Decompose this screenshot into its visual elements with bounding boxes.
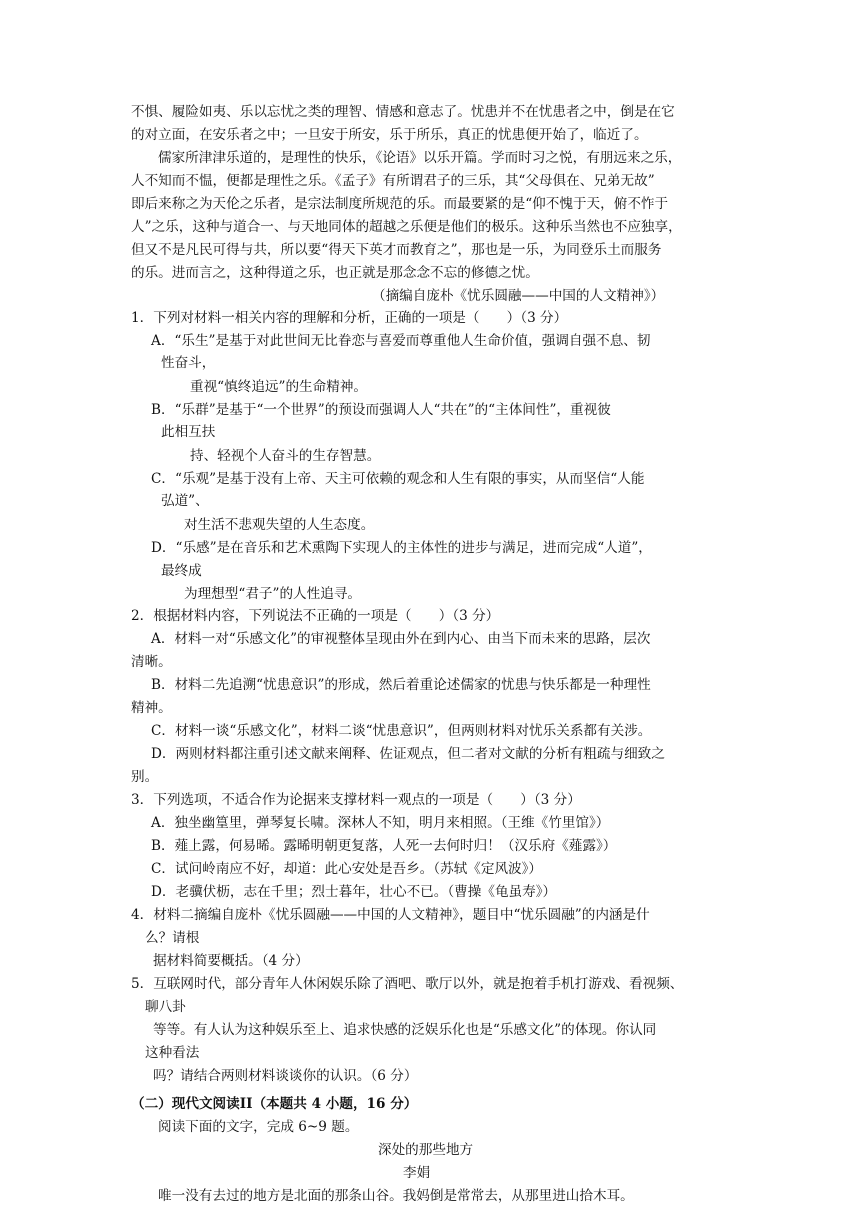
passage-line: 人不知而不愠，便都是理性之乐。《孟子》有所谓君子的三乐，其“父母俱在、兄弟无故”	[131, 173, 655, 189]
question-3-stem: 3．下列选项，不适合作为论据来支撑材料一观点的一项是（ ）（3 分）	[131, 792, 581, 808]
question-2-option-d: D．两则材料都注重引述文献来阐释、佐证观点，但二者对文献的分析有粗疏与细致之	[151, 746, 665, 762]
question-1-option-b: B．“乐群”是基于“一个世界”的预设而强调人人“共在”的“主体间性”，重视彼	[151, 402, 611, 418]
question-1-option-d-cont: 最终成	[161, 563, 202, 579]
question-2-option-c: C．材料一谈“乐感文化”，材料二谈“忧患意识”，但两则材料对忧乐关系都有关涉。	[151, 723, 652, 739]
question-1-option-d-cont: 为理想型“君子”的人性追寻。	[184, 586, 362, 602]
question-4-line: 么？请根	[145, 930, 200, 946]
question-1-option-a-cont: 性奋斗，	[161, 355, 216, 371]
passage-line: 的乐。进而言之，这种得道之乐，也正就是那念念不忘的修德之忧。	[131, 265, 539, 281]
passage-line: 儒家所津津乐道的，是理性的快乐，《论语》以乐开篇。学而时习之悦，有朋远来之乐，	[158, 150, 682, 166]
question-5-line: 这种看法	[145, 1045, 200, 1061]
question-1-option-a: A．“乐生”是基于对此世间无比眷恋与喜爱而尊重他人生命价值，强调自强不息、韧	[151, 333, 651, 349]
question-3-option-c: C．试问岭南应不好，却道：此心安处是吾乡。（苏轼《定风波》）	[151, 861, 543, 877]
question-1-option-d: D．“乐感”是在音乐和艺术熏陶下实现人的主体性的进步与满足，进而完成“人道”，	[151, 540, 652, 556]
question-5-line: 等等。有人认为这种娱乐至上、追求快感的泛娱乐化也是“乐感文化”的体现。你认同	[153, 1022, 657, 1038]
question-1-stem: 1．下列对材料一相关内容的理解和分析，正确的一项是（ ）（3 分）	[131, 310, 568, 326]
question-3-option-a: A．独坐幽篁里，弹琴复长啸。深林人不知，明月来相照。（王维《竹里馆》）	[151, 815, 610, 831]
question-1-option-b-cont: 此相互扶	[161, 424, 216, 440]
question-1-option-c-cont: 对生活不悲观失望的人生态度。	[184, 517, 375, 533]
question-2-option-b-cont: 精神。	[131, 700, 172, 716]
section-heading: （二）现代文阅读II（本题共 4 小题，16 分）	[131, 1096, 418, 1112]
section-instruction: 阅读下面的文字，完成 6~9 题。	[158, 1119, 359, 1135]
question-5-line: 5．互联网时代，部分青年人休闲娱乐除了酒吧、歌厅以外，就是抱着手机打游戏、看视频、	[131, 976, 684, 992]
question-2-option-d-cont: 别。	[131, 769, 159, 785]
question-1-option-c: C．“乐观”是基于没有上帝、天主可依赖的观念和人生有限的事实，从而坚信“人能	[151, 471, 645, 487]
question-5-line: 吗？请结合两则材料谈谈你的认识。（6 分）	[153, 1068, 418, 1084]
passage-line: 人”之乐，这种与道合一、与天地同体的超越之乐便是他们的极乐。这种乐当然也不应独享，	[131, 219, 682, 235]
story-author: 李娟	[403, 1165, 431, 1181]
story-title: 深处的那些地方	[378, 1142, 474, 1158]
question-4-line: 4．材料二摘编自庞朴《忧乐圆融——中国的人文精神》，题目中“忧乐圆融”的内涵是什	[131, 907, 650, 923]
question-1-option-c-cont: 弘道”、	[161, 493, 209, 509]
question-2-option-a: A．材料一对“乐感文化”的审视整体呈现由外在到内心、由当下而未来的思路，层次	[151, 631, 651, 647]
question-1-option-a-cont: 重视“慎终追远”的生命精神。	[190, 379, 368, 395]
question-2-option-a-cont: 清晰。	[131, 654, 172, 670]
question-3-option-d: D．老骥伏枥，志在千里；烈士暮年，壮心不已。（曹操《龟虽寿》）	[151, 884, 557, 900]
passage-source: （摘编自庞朴《忧乐圆融——中国的人文精神》）	[372, 288, 665, 304]
question-1-option-b-cont: 持、轻视个人奋斗的生存智慧。	[190, 448, 381, 464]
passage-line: 不惧、履险如夷、乐以忘忧之类的理智、情感和意志了。忧患并不在忧患者之中，倒是在它	[131, 104, 675, 120]
passage-line: 即后来称之为天伦之乐者，是宗法制度所规范的乐。而最要紧的是“仰不愧于天，俯不怍于	[131, 196, 669, 212]
question-5-line: 聊八卦	[145, 999, 186, 1015]
question-2-stem: 2．根据材料内容，下列说法不正确的一项是（ ）（3 分）	[131, 608, 500, 624]
passage-line: 但又不是凡民可得与共，所以要“得天下英才而教育之”，那也是一乐，为同登乐土而服务	[131, 242, 662, 258]
passage-line: 的对立面，在安乐者之中；一旦安于所安，乐于所乐，真正的忧患便开始了，临近了。	[131, 127, 648, 143]
question-2-option-b: B．材料二先追溯“忧患意识”的形成，然后着重论述儒家的忧患与快乐都是一种理性	[151, 677, 651, 693]
story-first-line: 唯一没有去过的地方是北面的那条山谷。我妈倒是常常去，从那里进山拾木耳。	[158, 1188, 634, 1204]
question-3-option-b: B．薤上露，何易晞。露晞明朝更复落，人死一去何时归！（汉乐府《薤露》）	[151, 838, 617, 854]
question-4-line: 据材料简要概括。（4 分）	[153, 953, 309, 969]
